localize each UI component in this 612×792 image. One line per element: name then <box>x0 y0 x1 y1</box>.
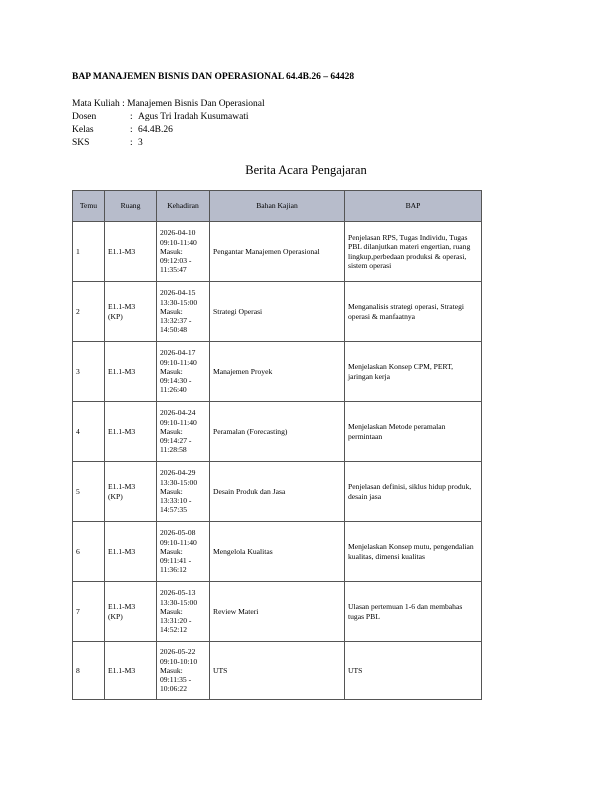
cell-bahan-kajian: Peramalan (Forecasting) <box>210 402 345 462</box>
cell-bahan-kajian: Desain Produk dan Jasa <box>210 462 345 522</box>
course-info <box>72 98 265 150</box>
cell-bahan-kajian: Mengelola Kualitas <box>210 522 345 582</box>
cell-kehadiran: 2026-04-17 09:10-11:40 Masuk: 09:14:30 - 11:26:40 <box>157 342 210 402</box>
class-label: Kelas <box>72 125 94 135</box>
cell-bap: Menjelaskan Konsep CPM, PERT, jaringan kerja <box>345 342 482 402</box>
cell-bap: UTS <box>345 642 482 700</box>
cell-temu: 2 <box>73 282 105 342</box>
header-bap: BAP <box>345 191 482 222</box>
bap-table <box>72 190 482 700</box>
cell-bap: Penjelasan definisi, siklus hidup produk, desain jasa <box>345 462 482 522</box>
credits-row <box>72 137 265 150</box>
table-row <box>73 522 482 582</box>
cell-ruang: E1.1-M3 (KP) <box>105 282 157 342</box>
cell-kehadiran: 2026-04-10 09:10-11:40 Masuk: 09:12:03 - 11:35:47 <box>157 222 210 282</box>
credits-label: SKS <box>72 138 90 148</box>
cell-temu: 8 <box>73 642 105 700</box>
cell-bahan-kajian: UTS <box>210 642 345 700</box>
cell-temu: 6 <box>73 522 105 582</box>
cell-kehadiran: 2026-04-29 13:30-15:00 Masuk: 13:33:10 - 14:57:35 <box>157 462 210 522</box>
class-row <box>72 124 265 137</box>
table-row <box>73 282 482 342</box>
header-temu: Temu <box>73 191 105 222</box>
cell-bap: Menjelaskan Metode peramalan permintaan <box>345 402 482 462</box>
lecturer-row <box>72 111 265 124</box>
header-bahan-kajian: Bahan Kajian <box>210 191 345 222</box>
cell-bahan-kajian: Pengantar Manajemen Operasional <box>210 222 345 282</box>
table-row <box>73 342 482 402</box>
cell-ruang: E1.1-M3 <box>105 222 157 282</box>
cell-bap: Menjelaskan Konsep mutu, pengendalian kualitas, dimensi kualitas <box>345 522 482 582</box>
cell-kehadiran: 2026-05-22 09:10-10:10 Masuk: 09:11:35 - 10:06:22 <box>157 642 210 700</box>
header-ruang: Ruang <box>105 191 157 222</box>
credits-value: 3 <box>138 138 143 148</box>
table-row <box>73 642 482 700</box>
table-row <box>73 582 482 642</box>
cell-kehadiran: 2026-05-08 09:10-11:40 Masuk: 09:11:41 - 11:36:12 <box>157 522 210 582</box>
cell-ruang: E1.1-M3 (KP) <box>105 462 157 522</box>
table-row <box>73 462 482 522</box>
cell-temu: 3 <box>73 342 105 402</box>
table-row <box>73 222 482 282</box>
cell-ruang: E1.1-M3 <box>105 522 157 582</box>
cell-bap: Menganalisis strategi operasi, Strategi operasi & manfaatnya <box>345 282 482 342</box>
cell-temu: 7 <box>73 582 105 642</box>
cell-bap: Penjelasan RPS, Tugas Individu, Tugas PBL dilanjutkan materi engertian, ruang lingkup,perbedaan produksi & operasi, sistem operasi <box>345 222 482 282</box>
cell-kehadiran: 2026-05-13 13:30-15:00 Masuk: 13:31:20 - 14:52:12 <box>157 582 210 642</box>
header-kehadiran: Kehadiran <box>157 191 210 222</box>
cell-bahan-kajian: Manajemen Proyek <box>210 342 345 402</box>
cell-bap: Ulasan pertemuan 1-6 dan membahas tugas PBL <box>345 582 482 642</box>
cell-kehadiran: 2026-04-24 09:10-11:40 Masuk: 09:14:27 - 11:28:58 <box>157 402 210 462</box>
lecturer-value: Agus Tri Iradah Kusumawati <box>138 112 249 122</box>
class-sep: : <box>130 125 133 135</box>
section-title: Berita Acara Pengajaran <box>245 163 367 177</box>
cell-bahan-kajian: Review Materi <box>210 582 345 642</box>
course-name-line: Mata Kuliah : Manajemen Bisnis Dan Operasional <box>72 99 265 109</box>
class-value: 64.4B.26 <box>138 125 173 135</box>
cell-temu: 5 <box>73 462 105 522</box>
credits-sep: : <box>130 138 133 148</box>
cell-ruang: E1.1-M3 <box>105 402 157 462</box>
cell-temu: 1 <box>73 222 105 282</box>
cell-bahan-kajian: Strategi Operasi <box>210 282 345 342</box>
cell-ruang: E1.1-M3 <box>105 342 157 402</box>
cell-kehadiran: 2026-04-15 13:30-15:00 Masuk: 13:32:37 - 14:50:48 <box>157 282 210 342</box>
lecturer-label: Dosen <box>72 112 97 122</box>
table-row <box>73 402 482 462</box>
table-header-row <box>73 191 482 222</box>
cell-ruang: E1.1-M3 (KP) <box>105 582 157 642</box>
cell-temu: 4 <box>73 402 105 462</box>
lecturer-sep: : <box>130 112 133 122</box>
document-title: BAP MANAJEMEN BISNIS DAN OPERASIONAL 64.4B.26 – 64428 <box>72 72 355 82</box>
cell-ruang: E1.1-M3 <box>105 642 157 700</box>
